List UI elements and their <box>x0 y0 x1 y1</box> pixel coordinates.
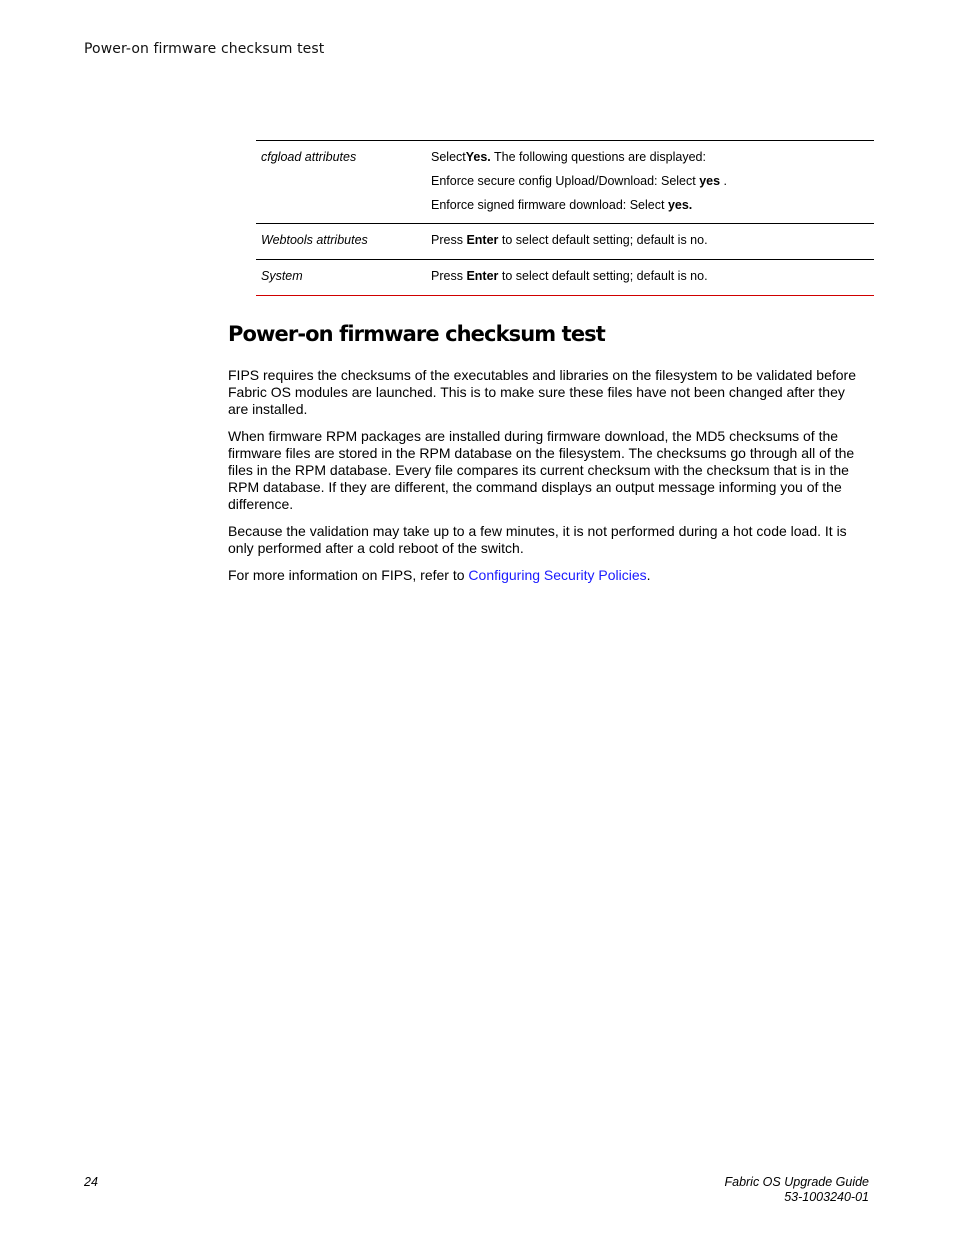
description-line: SelectYes. The following questions are displayed: <box>431 150 706 164</box>
paragraph: When firmware RPM packages are installed during firmware download, the MD5 checksums of the firmware files are stored in the RPM database on the filesystem. The checksums go through all of the files in the RPM database. Every file compares its current checksum with the checksum that is in the RPM database. If they are different, the command displays an output message informing you of the difference. <box>228 428 855 512</box>
attribute-name: Webtools attributes <box>256 224 431 260</box>
description-line: Enforce signed firmware download: Select yes. <box>431 198 693 212</box>
table-row <box>256 260 874 296</box>
attribute-name: System <box>256 260 431 296</box>
table-row <box>256 141 874 224</box>
attribute-description <box>431 224 874 260</box>
doc-title: Fabric OS Upgrade Guide <box>724 1175 869 1189</box>
page-number: 24 <box>84 1175 98 1189</box>
attribute-description <box>431 141 874 224</box>
doc-number: 53-1003240-01 <box>784 1190 869 1204</box>
section-heading: Power-on firmware checksum test <box>228 322 605 346</box>
attribute-description <box>431 260 874 296</box>
running-header: Power-on firmware checksum test <box>84 41 325 57</box>
description-line: Press Enter to select default setting; default is no. <box>431 269 708 283</box>
paragraph: Because the validation may take up to a few minutes, it is not performed during a hot code load. It is only performed after a cold reboot of the switch. <box>228 523 847 556</box>
configuring-security-policies-link[interactable]: Configuring Security Policies <box>468 567 647 583</box>
paragraph: For more information on FIPS, refer to Configuring Security Policies. <box>228 567 651 583</box>
attribute-name: cfgload attributes <box>256 141 431 224</box>
description-line: Enforce secure config Upload/Download: Select yes . <box>431 174 728 188</box>
table-row <box>256 224 874 260</box>
paragraph: FIPS requires the checksums of the executables and libraries on the filesystem to be validated before Fabric OS modules are launched. This is to make sure these files have not been changed after they are installed. <box>228 367 857 417</box>
description-line: Press Enter to select default setting; default is no. <box>431 233 708 247</box>
footer-doc-info <box>724 1175 869 1205</box>
attributes-table <box>256 140 874 296</box>
section-body <box>228 367 868 594</box>
